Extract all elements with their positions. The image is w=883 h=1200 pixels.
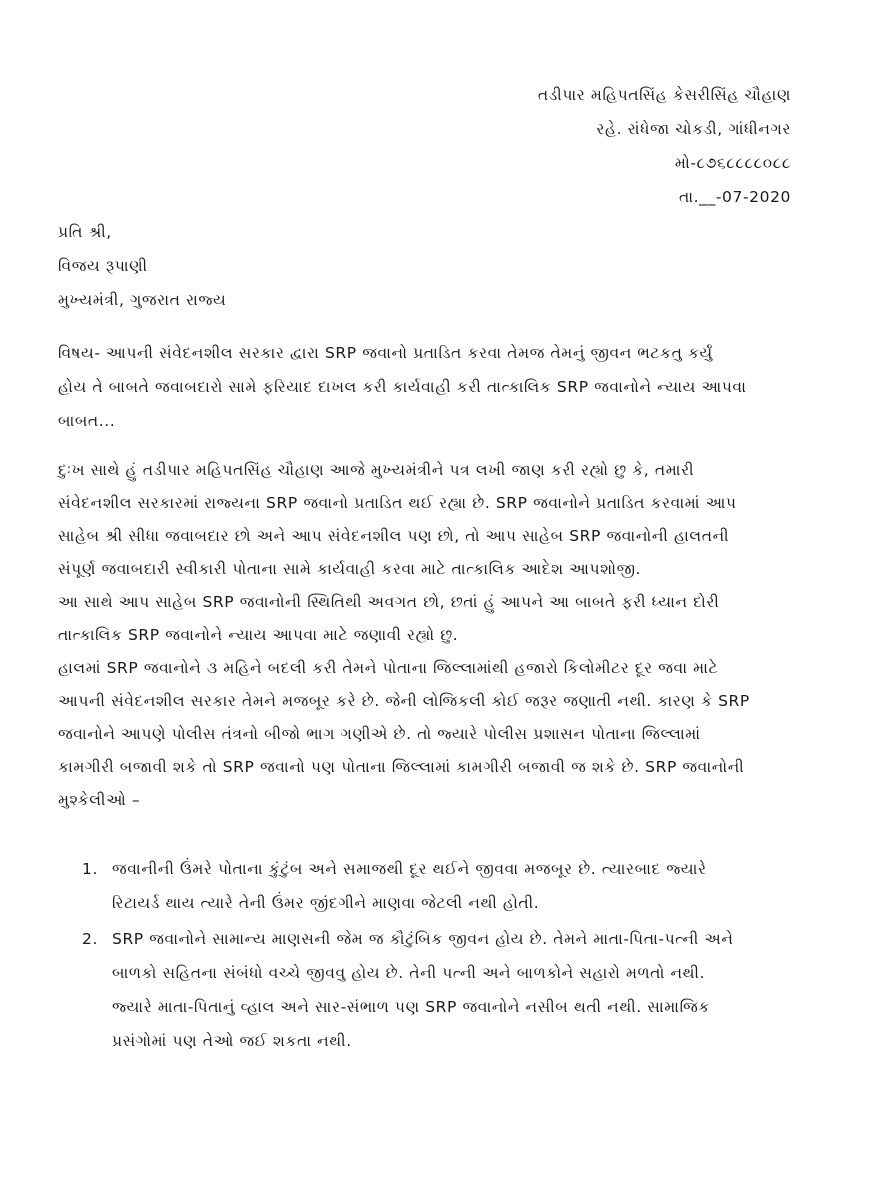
sender-name: તડીપાર મહિપતસિંહ કેસરીસિંહ ચૌહાણ	[537, 86, 791, 104]
body-paragraph	[58, 454, 798, 586]
list-item-text	[112, 922, 798, 1058]
list-item-line: જવાનીની ઉંમરે પોતાના કુંટુંબ અને સમાજથી દૂર થઈને જીવવા મજબૂર છે. ત્યારબાદ જ્યારે	[112, 860, 707, 878]
letter-date: તા.__-07-2020	[678, 188, 791, 206]
body-paragraph	[58, 652, 798, 817]
list-item	[58, 852, 798, 920]
body-line: દુઃખ સાથે હું તડીપાર મહિપતસિંહ ચૌહાણ આજે મુખ્યમંત્રીને પત્ર લખી જાણ કરી રહ્યો છુ કે, તમારી	[58, 461, 695, 479]
recipient-name: વિજય રૂપાણી	[58, 257, 148, 275]
body-line: આપની સંવેદનશીલ સરકાર તેમને મજબૂર કરે છે. જેની લોજિકલી કોઈ જરૂર જણાતી નથી. કારણ કે SRP	[58, 692, 750, 710]
sender-address: રહે. રાંધેજા ચોકડી, ગાંધીનગર	[596, 120, 791, 138]
subject-line: બાબત...	[58, 412, 116, 430]
list-item-text	[112, 852, 798, 920]
body-line: તાત્કાલિક SRP જવાનોને ન્યાય આપવા માટે જણાવી રહ્યો છુ.	[58, 626, 459, 644]
body-line: સંપૂર્ણ જવાબદારી સ્વીકારી પોતાના સામે કાર્યવાહી કરવા માટે તાત્કાલિક આદેશ આપશોજી.	[58, 560, 642, 578]
subject-line: હોય તે બાબતે જવાબદારો સામે ફરિયાદ દાખલ કરી કાર્યવાહી કરી તાત્કાલિક SRP જવાનોને ન્યાય આપવા	[58, 378, 747, 396]
sender-block	[538, 78, 791, 214]
difficulties-list	[58, 852, 798, 1060]
list-item-number: 2.	[82, 930, 98, 948]
body-paragraph	[58, 586, 798, 652]
body-line: સાહેબ શ્રી સીધા જવાબદાર છો અને આપ સંવેદનશીલ પણ છો, તો આપ સાહેબ SRP જવાનોની હાલતની	[58, 527, 730, 545]
list-item-line: SRP જવાનોને સામાન્ય માણસની જેમ જ કૌટુંબિક જીવન હોય છે. તેમને માતા-પિતા-પત્ની અને	[112, 930, 734, 948]
list-item-line: રિટાયર્ડ થાય ત્યારે તેની ઉંમર જીંદગીને માણવા જેટલી નથી હોતી.	[112, 894, 540, 912]
body-line: હાલમાં SRP જવાનોને ૩ મહિને બદલી કરી તેમને પોતાના જિલ્લામાંથી હજારો કિલોમીટર દૂર જવા માટે	[58, 659, 719, 677]
list-item-number: 1.	[82, 860, 98, 878]
recipient-block	[58, 215, 226, 317]
subject-block	[58, 336, 798, 438]
sender-mobile: મો-૮૭૬૮૮૮૮૦૮૮	[674, 154, 791, 172]
recipient-salutation: પ્રતિ શ્રી,	[58, 223, 112, 241]
body-line: જવાનોને આપણે પોલીસ તંત્રનો બીજો ભાગ ગણીએ છે. તો જ્યારે પોલીસ પ્રશાસન પોતાના જિલ્લામાં	[58, 725, 701, 743]
list-item-line: પ્રસંગોમાં પણ તેઓ જઈ શકતા નથી.	[112, 1032, 352, 1050]
body-line: કામગીરી બજાવી શકે તો SRP જવાનો પણ પોતાના જિલ્લામાં કામગીરી બજાવી જ શકે છે. SRP જવાનોની	[58, 758, 745, 776]
recipient-designation: મુખ્યમંત્રી, ગુજરાત રાજ્ય	[58, 291, 227, 309]
list-item-line: જ્યારે માતા-પિતાનું વ્હાલ અને સાર-સંભાળ પણ SRP જવાનોને નસીબ થતી નથી. સામાજિક	[112, 998, 710, 1016]
body-line: મુશ્કેલીઓ –	[58, 791, 141, 809]
body-line: આ સાથે આપ સાહેબ SRP જવાનોની સ્થિતિથી અવગત છો, છતાં હું આપને આ બાબતે ફરી ધ્યાન દોરી	[58, 593, 720, 611]
letter-body	[58, 454, 798, 817]
list-item-line: બાળકો સહિતના સંબંધો વચ્ચે જીવવુ હોય છે. તેની પત્ની અને બાળકોને સહારો મળતો નથી.	[112, 964, 706, 982]
body-line: સંવેદનશીલ સરકારમાં રાજ્યના SRP જવાનો પ્રતાડિત થઈ રહ્યા છે. SRP જવાનોને પ્રતાડિત કરવામાં આપ	[58, 494, 737, 512]
subject-line: વિષય- આપની સંવેદનશીલ સરકાર દ્વારા SRP જવાનો પ્રતાડિત કરવા તેમજ તેમનું જીવન ભટકતુ કર્યું	[58, 344, 713, 362]
list-item	[58, 922, 798, 1058]
